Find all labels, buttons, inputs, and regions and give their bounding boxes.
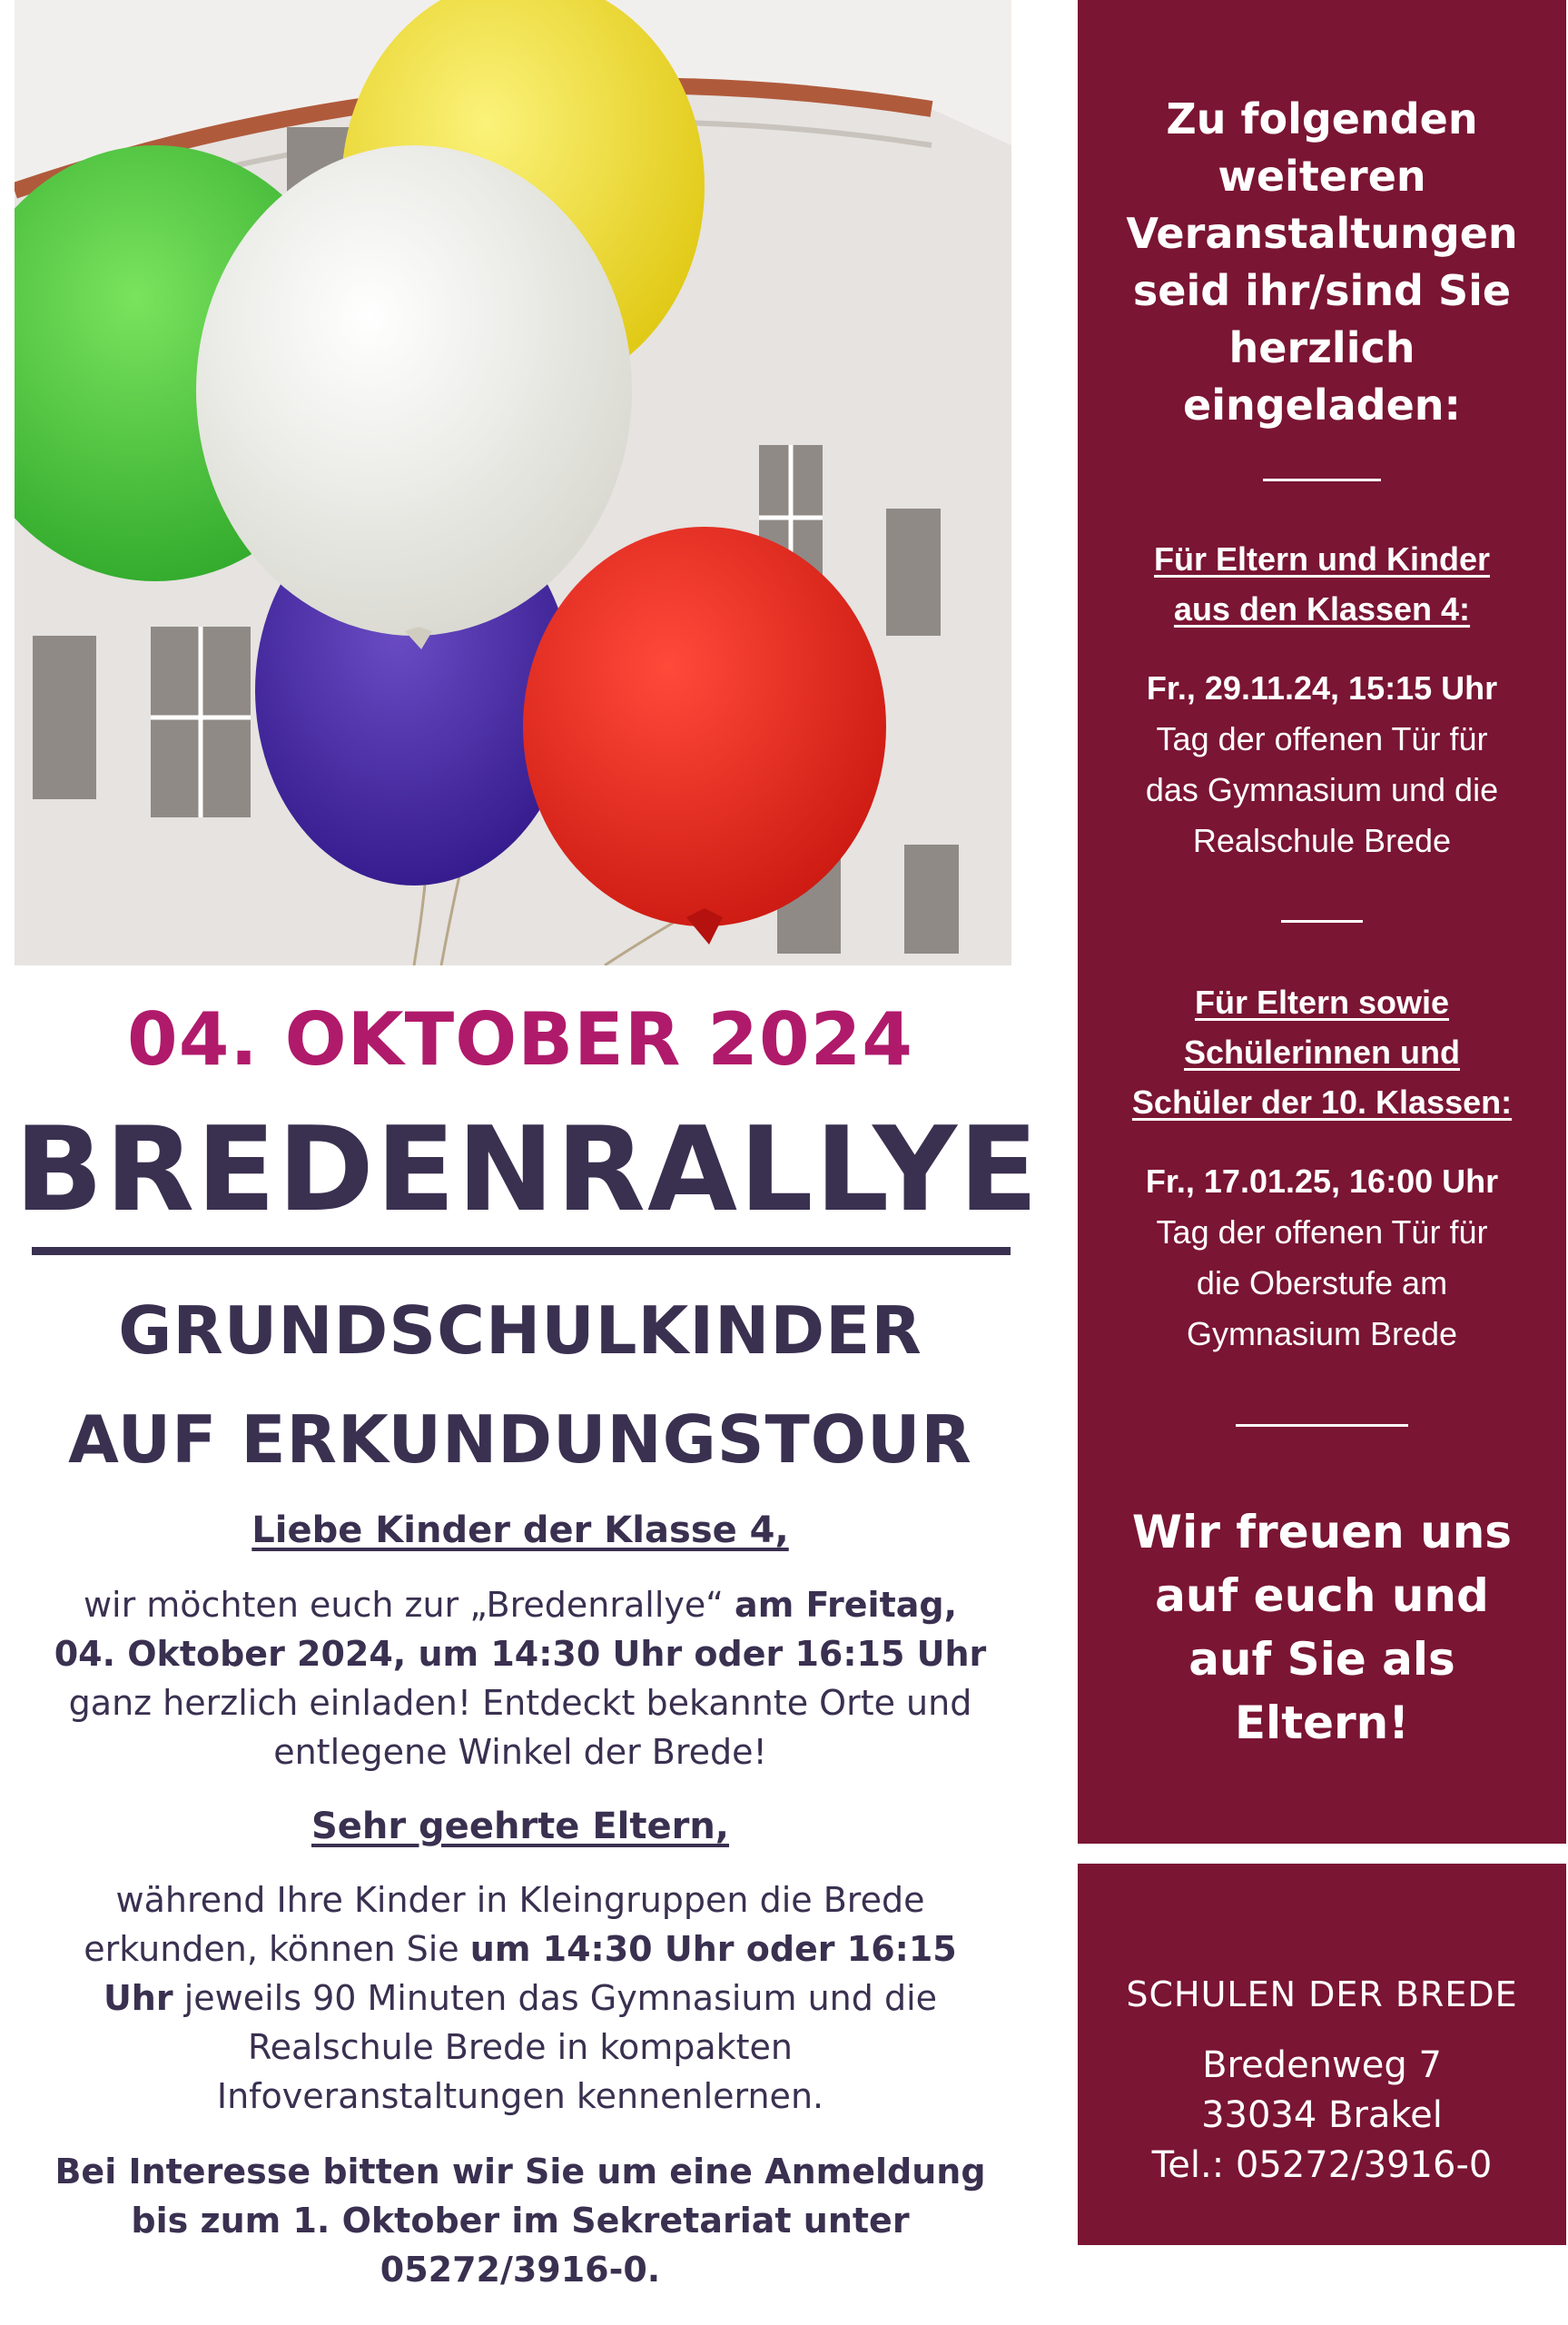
- event1-heading: [1078, 534, 1566, 634]
- parents-greeting: Sehr geehrte Eltern,: [311, 1806, 730, 1847]
- invite-line-6: eingeladen:: [1183, 381, 1461, 430]
- children-text-bold: am Freitag, 04. Oktober 2024, um 14:30 Uhr oder 16:15 Uhr: [54, 1585, 987, 1674]
- parents-text-2: jeweils 90 Minuten das Gymnasium und die Realschule Brede in kompakten Infoveranstaltungen kennenlernen.: [173, 1978, 938, 2116]
- contact-box: [1078, 1864, 1566, 2245]
- event2-desc-line-1: Tag der offenen Tür für: [1156, 1213, 1488, 1251]
- subtitle-line-1: GRUNDSCHULKINDER: [118, 1292, 922, 1369]
- event1-date: Fr., 29.11.24, 15:15 Uhr: [1146, 669, 1498, 707]
- events-sidebar: [1078, 0, 1566, 1844]
- divider-2: [1281, 920, 1363, 923]
- event1-desc-line-2: das Gymnasium und die: [1145, 771, 1499, 808]
- event1-description: [1078, 714, 1566, 866]
- event2-description: [1078, 1207, 1566, 1360]
- event1-heading-line-2: aus den Klassen 4:: [1173, 590, 1471, 628]
- school-name: SCHULEN DER BREDE: [1126, 1974, 1518, 2014]
- school-city: 33034 Brakel: [1201, 2094, 1443, 2136]
- balloons-photo: [15, 0, 1011, 965]
- invite-line-2: weiteren: [1218, 152, 1426, 201]
- closing-line-3: auf Sie als: [1188, 1633, 1455, 1686]
- event-title: BREDENRALLYE: [15, 1103, 1040, 1238]
- event2-heading-line-2: Schülerinnen und: [1183, 1034, 1460, 1071]
- invite-line-5: herzlich: [1228, 323, 1415, 372]
- children-text-2: ganz herzlich einladen! Entdeckt bekannte Orte und entlegene Winkel der Brede!: [68, 1683, 972, 1772]
- event2-desc-line-3: Gymnasium Brede: [1186, 1315, 1458, 1352]
- closing-line-4: Eltern!: [1234, 1697, 1410, 1749]
- invite-line-3: Veranstaltungen: [1126, 209, 1518, 258]
- children-paragraph: [15, 1580, 1026, 1776]
- event2-heading-line-1: Für Eltern sowie: [1194, 984, 1450, 1021]
- event2-heading-line-3: Schüler der 10. Klassen:: [1131, 1083, 1513, 1121]
- parents-paragraph: [15, 1875, 1026, 2121]
- closing-message: [1078, 1500, 1566, 1755]
- school-phone: Tel.: 05272/3916-0: [1151, 2144, 1493, 2186]
- school-street: Bredenweg 7: [1202, 2044, 1442, 2086]
- event1-desc-line-3: Realschule Brede: [1192, 822, 1452, 859]
- event-subtitle: [15, 1276, 1026, 1494]
- parents-text-bold: um 14:30 Uhr oder 16:15 Uhr: [103, 1929, 957, 2018]
- parents-text-1: während Ihre Kinder in Kleingruppen die Brede erkunden, können Sie: [84, 1880, 925, 1969]
- invite-line-1: Zu folgenden: [1166, 94, 1478, 143]
- event1-desc-line-1: Tag der offenen Tür für: [1156, 720, 1488, 757]
- invite-heading: [1078, 91, 1566, 434]
- subtitle-line-2: AUF ERKUNDUNGSTOUR: [68, 1401, 972, 1478]
- closing-line-2: auf euch und: [1155, 1569, 1489, 1622]
- title-underline: [32, 1247, 1011, 1255]
- children-text-1: wir möchten euch zur „Bredenrallye“: [83, 1585, 735, 1625]
- invite-line-4: seid ihr/sind Sie: [1132, 266, 1512, 315]
- event2-date: Fr., 17.01.25, 16:00 Uhr: [1145, 1162, 1499, 1200]
- event2-heading: [1078, 977, 1566, 1127]
- divider-3: [1236, 1424, 1408, 1427]
- closing-line-1: Wir freuen uns: [1131, 1506, 1513, 1558]
- event-date: 04. OKTOBER 2024: [127, 997, 913, 1082]
- children-greeting: Liebe Kinder der Klasse 4,: [251, 1509, 789, 1551]
- divider-1: [1263, 479, 1381, 481]
- event2-desc-line-2: die Oberstufe am: [1196, 1264, 1448, 1301]
- registration-note: Bei Interesse bitten wir Sie um eine Anmeldung bis zum 1. Oktober im Sekretariat unter 05272/3916-0.: [54, 2152, 986, 2290]
- event1-heading-line-1: Für Eltern und Kinder: [1153, 540, 1490, 578]
